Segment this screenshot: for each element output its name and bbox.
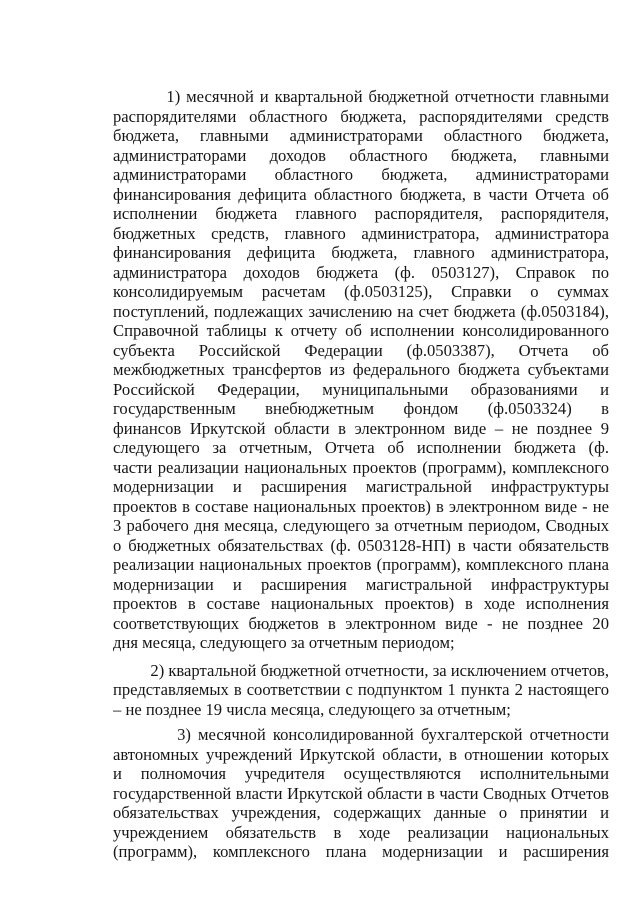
text-line: межбюджетных трансфертов из федерального бюджета субъектами (113, 360, 609, 379)
text-line: 1) месячной и квартальной бюджетной отчетности главными (113, 87, 609, 106)
paragraph-item-2 (113, 661, 609, 720)
text-line: консолидируемым расчетам (ф.0503125), Справки о суммах (113, 282, 609, 301)
document-body (113, 87, 609, 862)
text-line: государственной власти Иркутской области в части Сводных Отчетов (113, 783, 609, 803)
text-line: администратора доходов бюджета (ф. 0503127), Справок по (113, 262, 609, 282)
text-line: администраторами областного бюджета, администраторами (113, 165, 609, 184)
text-line: финансирования дефицита бюджета, главного администратора, (113, 243, 609, 262)
text-line: обязательствах учреждения, содержащих данные о принятии и (113, 803, 609, 822)
text-line: проектов в составе национальных проектов) в электронном виде - не (113, 496, 609, 516)
text-line: финансов Иркутской области в электронном виде – не позднее 9 (113, 418, 609, 438)
text-line: модернизации и расширения магистральной инфраструктуры (113, 477, 609, 496)
text-line: учреждением обязательств в ходе реализации национальных (113, 822, 609, 842)
text-line: 3 рабочего дня месяца, следующего за отчетным периодом, Сводных (113, 516, 609, 535)
text-line: следующего за отчетным, Отчета об исполнении бюджета (ф. (113, 438, 609, 457)
text-line: соответствующих бюджетов в электронном виде - не позднее 20 (113, 613, 609, 633)
text-line: администраторами доходов областного бюджета, главными (113, 145, 609, 165)
text-line: части реализации национальных проектов (программ), комплексного (113, 457, 609, 477)
text-line: распорядителями областного бюджета, распорядителями средств (113, 106, 609, 126)
text-line: – не позднее 19 числа месяца, следующего за отчетным; (113, 699, 511, 719)
text-line: 3) месячной консолидированной бухгалтерской отчетности (177, 725, 609, 744)
text-line: финансирования дефицита областного бюджета, в части Отчета об (113, 184, 609, 204)
text-line: о бюджетных обязательствах (ф. 0503128-НП) в части обязательств (113, 535, 609, 555)
text-line: государственным внебюджетным фондом (ф.0503324) в (113, 399, 609, 418)
text-line: реализации национальных проектов (программ), комплексного плана (113, 555, 609, 574)
text-line: проектов в составе национальных проектов) в ходе исполнения (113, 594, 609, 613)
text-line: бюджетных средств, главного администратора, администратора (113, 223, 609, 243)
text-line: и полномочия учредителя осуществляются исполнительными (113, 764, 609, 783)
text-line: автономных учреждений Иркутской области, в отношении которых (113, 744, 609, 764)
text-line: модернизации и расширения магистральной инфраструктуры (113, 574, 609, 594)
paragraph-spacer (113, 653, 609, 661)
paragraph-item-3 (113, 725, 609, 862)
paragraph-item-1 (113, 87, 609, 653)
text-line: Российской Федерации, муниципальными образованиями и (113, 379, 609, 399)
text-line: исполнении бюджета главного распорядителя, распорядителя, (113, 204, 609, 223)
text-line: субъекта Российской Федерации (ф.0503387), Отчета об (113, 340, 609, 360)
text-line: представляемых в соответствии с подпунктом 1 пункта 2 настоящего (113, 680, 609, 699)
text-line: Справочной таблицы к отчету об исполнении консолидированного (113, 321, 609, 340)
text-line: 2) квартальной бюджетной отчетности, за исключением отчетов, (113, 660, 609, 680)
text-line: дня месяца, следующего за отчетным периодом; (113, 633, 455, 652)
text-line: (программ), комплексного плана модернизации и расширения (113, 842, 609, 861)
text-line: бюджета, главными администраторами областного бюджета, (113, 126, 609, 145)
text-line: поступлений, подлежащих зачислению на счет бюджета (ф.0503184), (113, 301, 609, 321)
